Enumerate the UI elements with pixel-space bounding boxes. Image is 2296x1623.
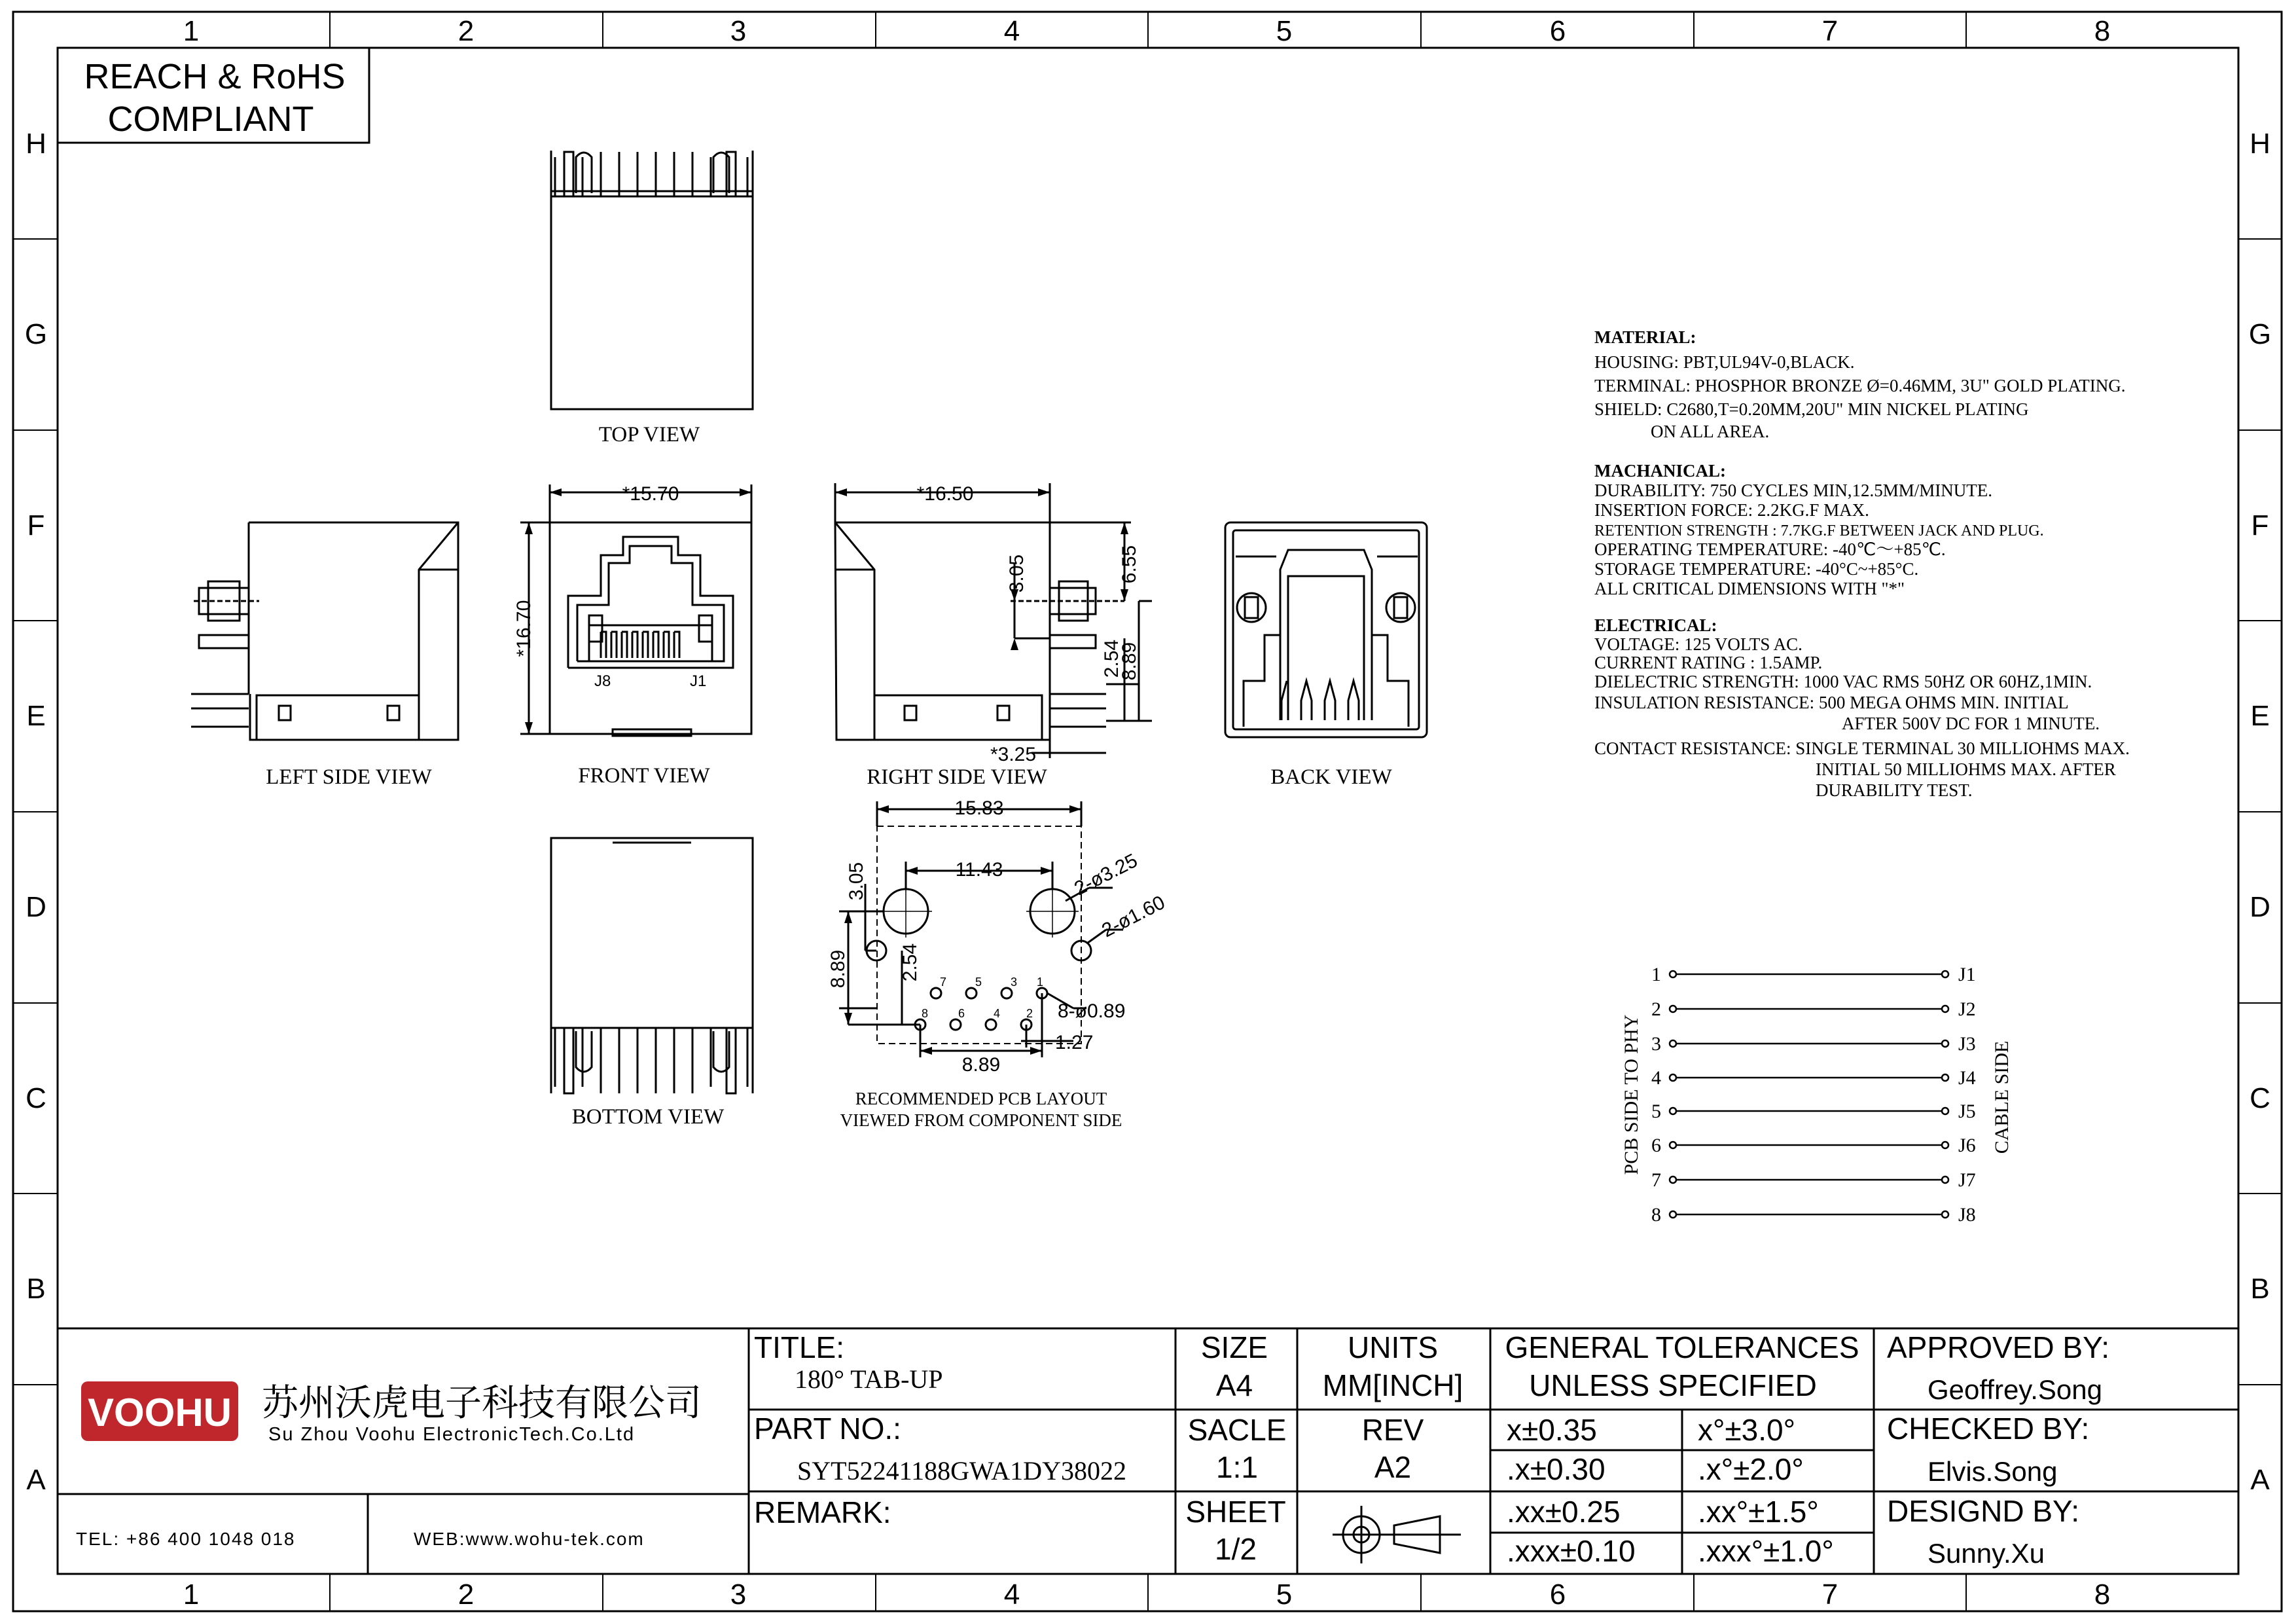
logo-text: VOOHU [87, 1391, 232, 1434]
cable-pin: J1 [1958, 964, 1976, 985]
compliance-line-2: COMPLIANT [107, 100, 314, 139]
pcb-889v-dim: 8.89 [827, 949, 849, 989]
col-label: 2 [457, 1578, 475, 1611]
cable-pin: J5 [1958, 1101, 1976, 1122]
spec-line: DURABILITY TEST. [1816, 780, 1973, 800]
pcb-305-dim: 3.05 [846, 862, 867, 901]
column-labels [183, 15, 2110, 1611]
spec-line: RETENTION STRENGTH : 7.7KG.F BETWEEN JACK AND PLUG. [1594, 522, 2044, 539]
spec-line: SHIELD: C2680,T=0.20MM,20U" MIN NICKEL PLATING [1594, 399, 2029, 419]
row-labels [25, 128, 2271, 1496]
side-655-dim: 6.55 [1119, 545, 1140, 584]
col-label: 6 [1549, 1578, 1566, 1611]
row-label: G [2248, 318, 2272, 350]
row-label: G [24, 318, 48, 350]
right-side-view-label: RIGHT SIDE VIEW [867, 765, 1047, 789]
pin-number: 6 [958, 1007, 965, 1020]
pin-number: 1 [1037, 976, 1044, 989]
phy-pin: 8 [1651, 1204, 1661, 1226]
web: WEB:www.wohu-tek.com [414, 1529, 645, 1549]
cable-pin: J3 [1958, 1033, 1976, 1055]
col-label: 7 [1821, 1578, 1839, 1611]
spec-line: DURABILITY: 750 CYCLES MIN,12.5MM/MINUTE. [1594, 481, 1993, 500]
pcb-254-dim: 2.54 [899, 943, 921, 982]
pcb-127-dim: 1.27 [1055, 1032, 1094, 1053]
pcb-side-label: PCB SIDE TO PHY [1621, 1014, 1642, 1175]
row-label: B [26, 1273, 46, 1305]
projection-symbol [1333, 1506, 1461, 1563]
outer-frame [13, 12, 2282, 1611]
spec-line: INITIAL 50 MILLIOHMS MAX. AFTER [1816, 759, 2116, 779]
designed-label: DESIGND BY: [1887, 1494, 2079, 1528]
pin-number: 4 [994, 1007, 1001, 1020]
col-label: 4 [1003, 15, 1020, 47]
tolerance-angular: .x°±2.0° [1698, 1452, 1804, 1486]
tolerances-heading-1: GENERAL TOLERANCES [1505, 1330, 1859, 1364]
spec-line: ON ALL AREA. [1651, 422, 1770, 441]
electrical-heading: ELECTRICAL: [1594, 615, 1717, 635]
cable-pin: J2 [1958, 998, 1976, 1020]
title-value: 180° TAB-UP [795, 1364, 943, 1394]
col-label: 3 [730, 1578, 747, 1611]
top-view-label: TOP VIEW [598, 423, 700, 447]
compliance-line-1: REACH & RoHS [84, 57, 346, 96]
cable-pin: J6 [1958, 1135, 1976, 1156]
mechanical-heading: MACHANICAL: [1594, 461, 1726, 481]
row-label: D [2250, 891, 2270, 923]
col-label: 4 [1003, 1578, 1020, 1611]
side-254-dim: 2.54 [1101, 639, 1122, 678]
pcb-hole-small: 8-ø0.89 [1058, 1000, 1126, 1022]
col-label: 5 [1276, 15, 1293, 47]
pcb-hole-big: 2-ø3.25 [1071, 849, 1141, 900]
phy-pin: 1 [1651, 964, 1661, 985]
row-label: D [26, 891, 46, 923]
right-side-arrows [835, 488, 1128, 650]
back-view-drawing [1225, 522, 1427, 737]
front-height-dim: *16.70 [513, 600, 535, 657]
schematic-labels [1621, 964, 2013, 1226]
col-label: 8 [2094, 15, 2111, 47]
row-label: F [27, 509, 45, 541]
tolerance-angular: .xxx°±1.0° [1698, 1534, 1834, 1568]
phy-pin: 3 [1651, 1033, 1661, 1055]
approved-value: Geoffrey.Song [1928, 1374, 2102, 1405]
pcb-hole-mid: 2-ø1.60 [1098, 891, 1169, 942]
top-view-drawing [551, 151, 753, 409]
company-name-en: Su Zhou Voohu ElectronicTech.Co.Ltd [268, 1424, 636, 1445]
phy-pin: 6 [1651, 1135, 1661, 1156]
col-label: 6 [1549, 15, 1566, 47]
col-label: 2 [457, 15, 475, 47]
row-label: H [2250, 128, 2270, 160]
row-label: A [2250, 1464, 2270, 1496]
pcb-1583-dim: 15.83 [954, 797, 1004, 819]
title-label: TITLE: [754, 1330, 845, 1364]
pcb-layout-label-2: VIEWED FROM COMPONENT SIDE [840, 1110, 1122, 1130]
side-889-dim: 8.89 [1119, 642, 1140, 681]
phy-pin: 7 [1651, 1169, 1661, 1191]
scale-label: SACLE [1187, 1413, 1287, 1447]
company-name-cn: 苏州沃虎电子科技有限公司 [262, 1382, 702, 1423]
col-label: 1 [183, 15, 200, 47]
spec-line: DIELECTRIC STRENGTH: 1000 VAC RMS 50HZ OR 60HZ,1MIN. [1594, 672, 2092, 691]
front-view-label: FRONT VIEW [578, 764, 710, 788]
tolerance-linear: .x±0.30 [1507, 1452, 1605, 1486]
tolerance-linear: .xxx±0.10 [1507, 1534, 1636, 1568]
specs-block [1594, 327, 2130, 800]
front-view-drawing [520, 484, 751, 736]
bottom-view-drawing [551, 838, 753, 1093]
checked-value: Elvis.Song [1928, 1456, 2058, 1487]
cable-pin: J7 [1958, 1169, 1976, 1191]
spec-line: VOLTAGE: 125 VOLTS AC. [1594, 634, 1803, 654]
right-side-view-drawing [835, 483, 1152, 758]
phy-pin: 2 [1651, 998, 1661, 1020]
cable-pin: J8 [1958, 1204, 1976, 1226]
front-view-arrows [525, 488, 751, 734]
back-view-label: BACK VIEW [1270, 765, 1392, 789]
spec-line: STORAGE TEMPERATURE: -40°C~+85°C. [1594, 559, 1919, 579]
col-label: 7 [1821, 15, 1839, 47]
pin-number: 3 [1011, 976, 1018, 989]
spec-line: CURRENT RATING : 1.5AMP. [1594, 653, 1823, 672]
rev-label: REV [1361, 1413, 1424, 1447]
pin-number: 5 [975, 976, 982, 989]
side-325-dim: *3.25 [990, 744, 1037, 765]
front-pin-j1: J1 [690, 672, 707, 690]
spec-line: CONTACT RESISTANCE: SINGLE TERMINAL 30 MILLIOHMS MAX. [1594, 739, 2130, 758]
row-label: C [26, 1082, 46, 1114]
phy-pin: 5 [1651, 1101, 1661, 1122]
designed-value: Sunny.Xu [1928, 1538, 2045, 1569]
cable-side-label: CABLE SIDE [1991, 1040, 2013, 1154]
spec-line: AFTER 500V DC FOR 1 MINUTE. [1842, 714, 2100, 733]
row-label: C [2250, 1082, 2270, 1114]
spec-line: ALL CRITICAL DIMENSIONS WITH "*" [1594, 579, 1905, 598]
pcb-1143-dim: 11.43 [955, 859, 1003, 881]
side-305-dim: 3.05 [1006, 554, 1028, 593]
pin-number: 8 [922, 1007, 929, 1020]
tel: TEL: +86 400 1048 018 [76, 1529, 296, 1549]
spec-line: INSERTION FORCE: 2.2KG.F MAX. [1594, 500, 1869, 520]
spec-line: TERMINAL: PHOSPHOR BRONZE Ø=0.46MM, 3U" GOLD PLATING. [1594, 376, 2126, 395]
approved-label: APPROVED BY: [1887, 1330, 2110, 1364]
left-side-view-label: LEFT SIDE VIEW [266, 765, 432, 789]
row-label: H [26, 128, 46, 160]
checked-label: CHECKED BY: [1887, 1412, 2090, 1446]
row-label: E [2250, 700, 2270, 732]
units-value: MM[INCH] [1322, 1368, 1463, 1402]
tolerance-linear: .xx±0.25 [1507, 1495, 1621, 1529]
left-side-view-drawing [191, 522, 458, 740]
partno-value: SYT52241188GWA1DY38022 [797, 1456, 1126, 1486]
col-label: 5 [1276, 1578, 1293, 1611]
side-width-dim: *16.50 [916, 483, 974, 505]
sheet-value: 1/2 [1215, 1532, 1257, 1566]
pcb-layout-label-1: RECOMMENDED PCB LAYOUT [855, 1089, 1107, 1108]
spec-line: HOUSING: PBT,UL94V-0,BLACK. [1594, 352, 1855, 372]
row-label: B [2250, 1273, 2270, 1305]
col-label: 1 [183, 1578, 200, 1611]
pin-number: 2 [1026, 1007, 1033, 1020]
col-label: 8 [2094, 1578, 2111, 1611]
rev-value: A2 [1374, 1450, 1412, 1484]
size-value: A4 [1215, 1368, 1253, 1402]
front-width-dim: *15.70 [622, 483, 679, 505]
tolerance-angular: x°±3.0° [1698, 1413, 1795, 1447]
material-heading: MATERIAL: [1594, 327, 1696, 347]
row-label: F [2251, 509, 2269, 541]
scale-value: 1:1 [1216, 1450, 1258, 1484]
row-label: E [26, 700, 46, 732]
tolerances-heading-2: UNLESS SPECIFIED [1529, 1368, 1817, 1402]
tolerance-linear: x±0.35 [1507, 1413, 1597, 1447]
cable-pin: J4 [1958, 1067, 1976, 1089]
units-label: UNITS [1348, 1330, 1438, 1364]
remark-label: REMARK: [754, 1495, 891, 1529]
pcb-889h-dim: 8.89 [961, 1054, 1001, 1076]
phy-pin: 4 [1651, 1067, 1661, 1089]
row-label: A [26, 1464, 46, 1496]
bottom-view-label: BOTTOM VIEW [571, 1105, 725, 1129]
pin-map-schematic [1670, 971, 1948, 1218]
title-block-text [754, 1330, 2109, 1569]
tolerance-angular: .xx°±1.5° [1698, 1495, 1819, 1529]
title-block-grid [58, 1328, 2238, 1574]
spec-line: INSULATION RESISTANCE: 500 MEGA OHMS MIN. INITIAL [1594, 693, 2069, 712]
pin-number: 7 [940, 976, 947, 989]
col-label: 3 [730, 15, 747, 47]
front-pin-j8: J8 [594, 672, 611, 690]
sheet-label: SHEET [1185, 1495, 1286, 1529]
size-label: SIZE [1200, 1330, 1268, 1364]
spec-line: OPERATING TEMPERATURE: -40℃～+85℃. [1594, 539, 1946, 559]
partno-label: PART NO.: [754, 1412, 901, 1446]
